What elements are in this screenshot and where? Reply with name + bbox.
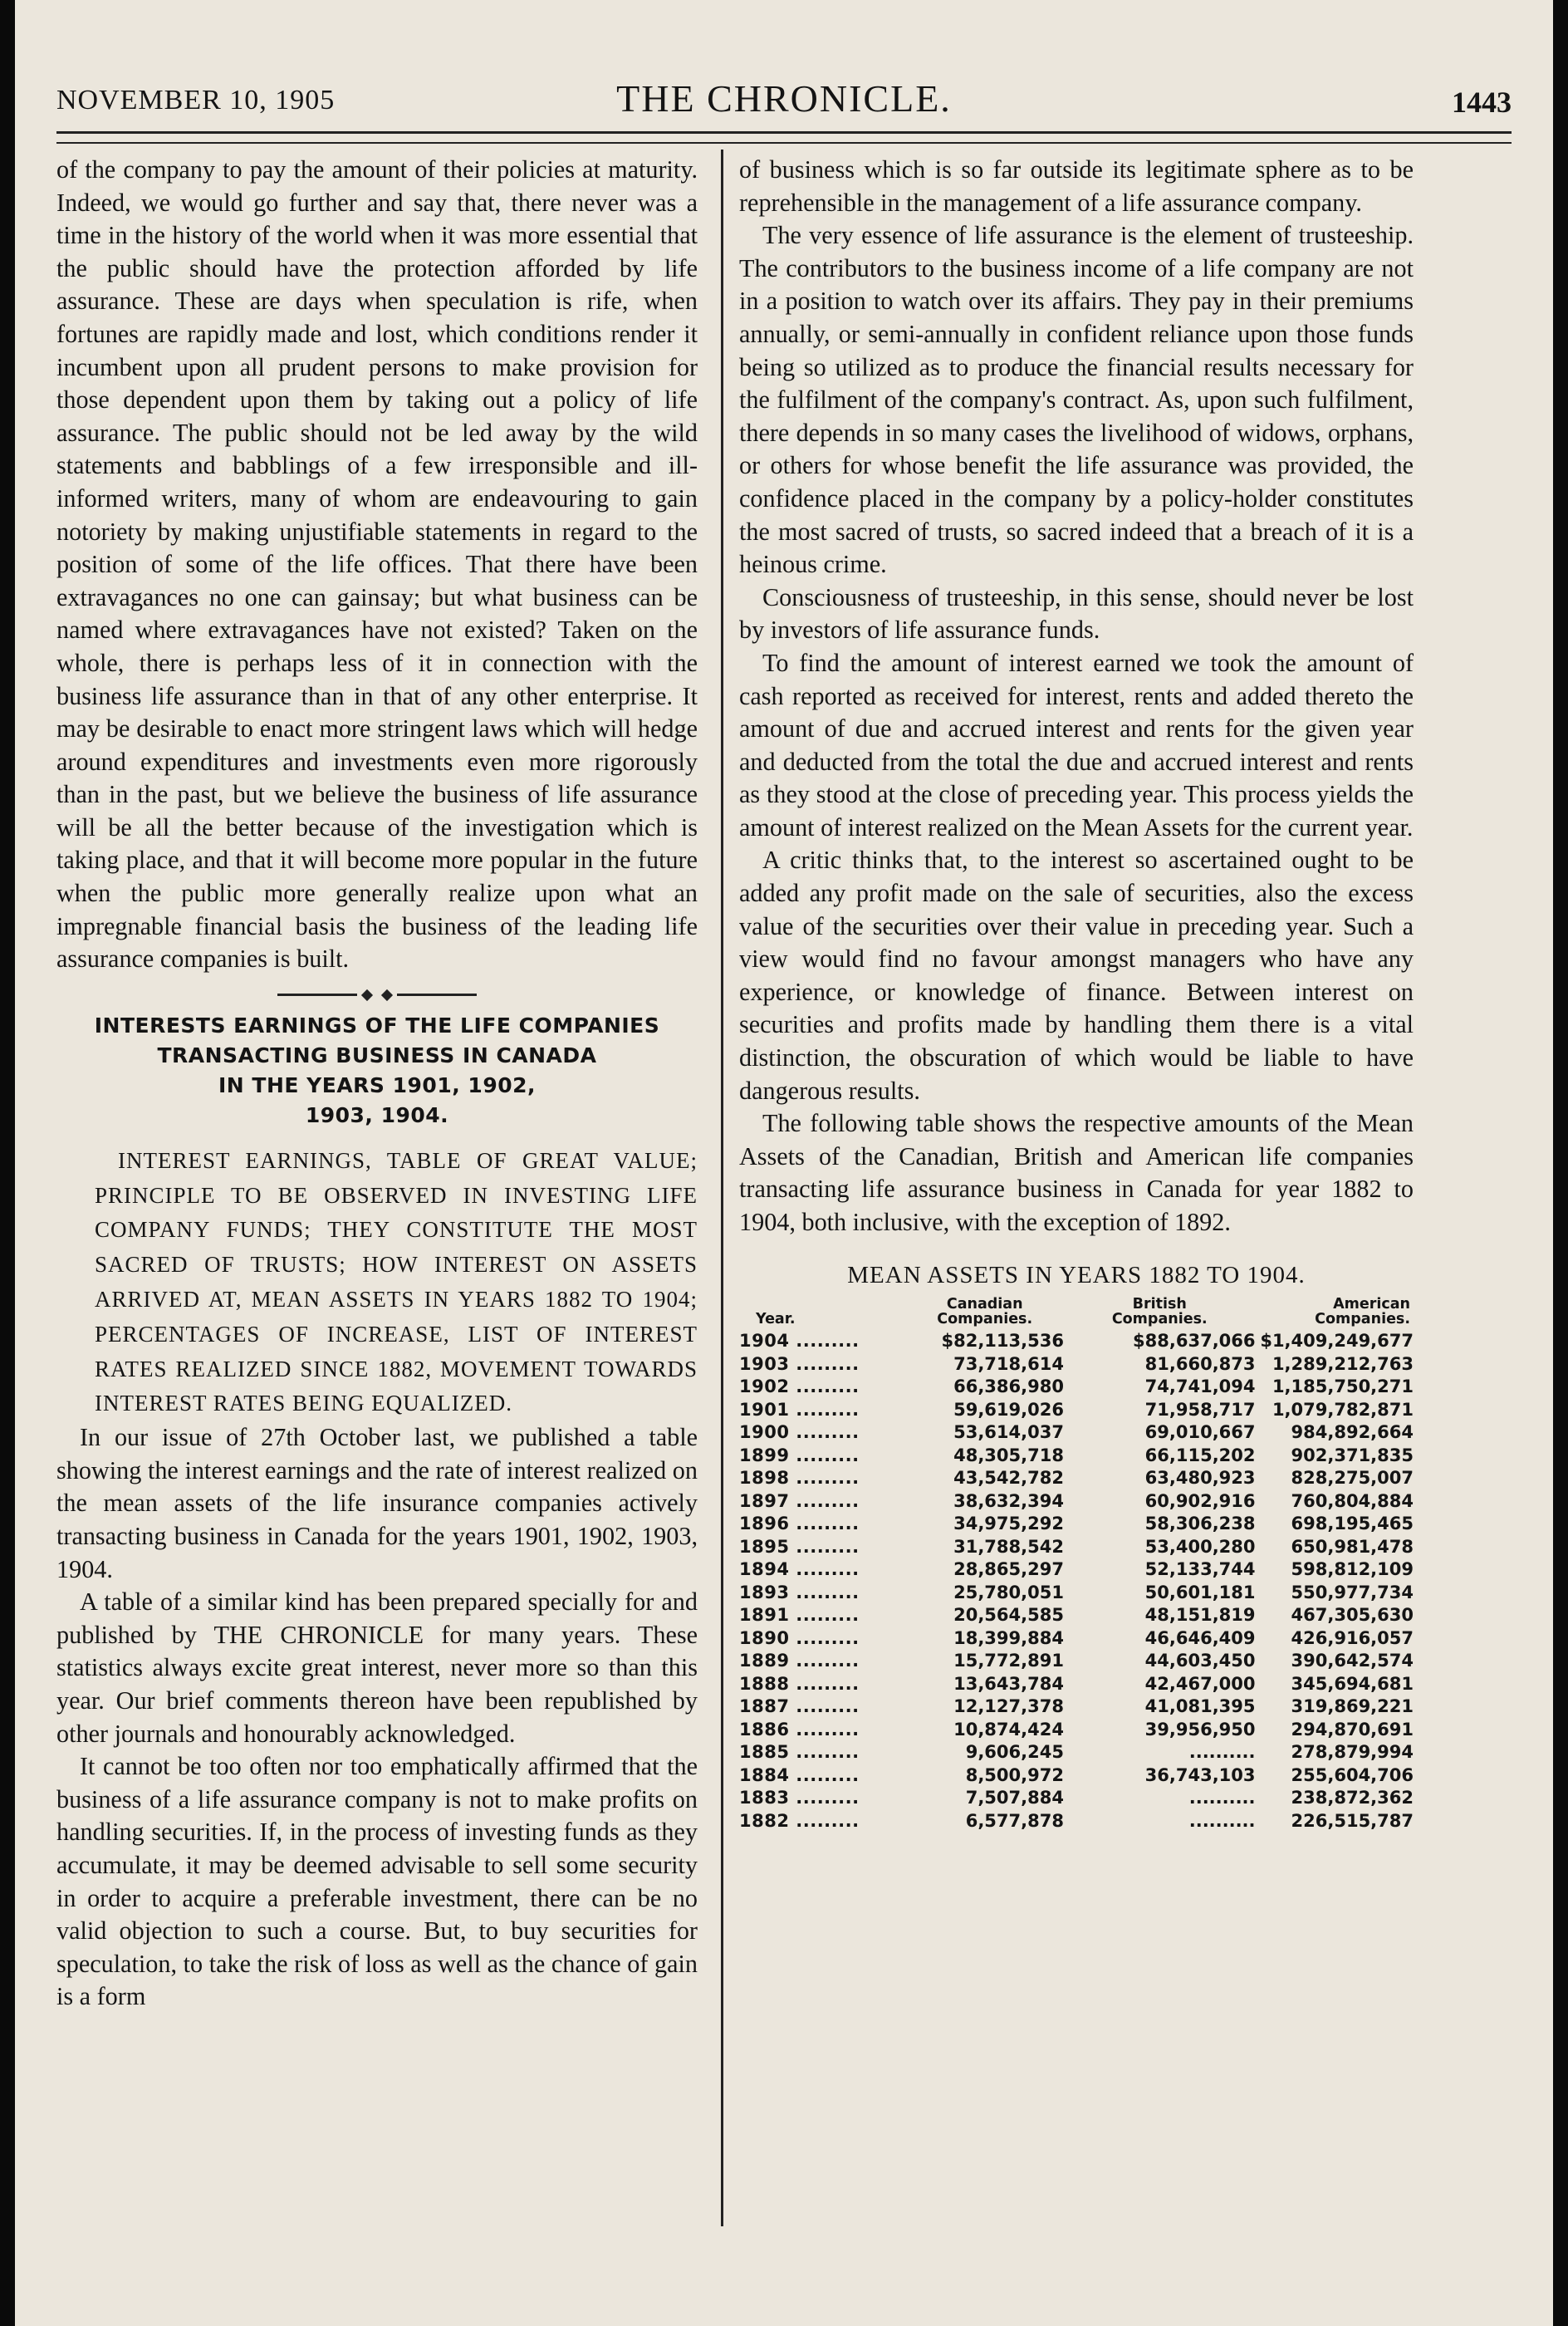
american-cell: $1,409,249,677 [1260, 1331, 1414, 1352]
table-row [739, 1787, 1414, 1810]
british-cell: 48,151,819 [1144, 1605, 1256, 1626]
year-cell: 1903 ......... [739, 1353, 860, 1374]
table-header-row [739, 1297, 1414, 1330]
article-paragraph: In our issue of 27th October last, we published a table showing the interest earnings and the rate of interest realized on the mean assets of the life insurance companies actively transacting business in Canada for the years 1901, 1902, 1903, 1904. [56, 1423, 698, 1583]
article-paragraph: A critic thinks that, to the interest so ascertained ought to be added any profit made on the sale of securities, also the excess value of the securities over their value in preceding year. Such a view would find no favour amongst managers who have any experience, or knowledge of finance. Between interest on securities and profits made by handling them there is a vital distinction, the obscuration of which would be liable to have dangerous results. [739, 846, 1414, 1105]
british-cell: 53,400,280 [1144, 1536, 1256, 1557]
canadian-cell: 15,772,891 [953, 1651, 1064, 1671]
year-cell: 1897 ......... [739, 1490, 860, 1511]
canadian-cell: 13,643,784 [953, 1673, 1064, 1694]
year-cell: 1886 ......... [739, 1719, 860, 1740]
table-row [739, 1582, 1414, 1605]
heading-line: 1903, 1904. [305, 1102, 449, 1127]
british-cell: 63,480,923 [1144, 1468, 1256, 1489]
table-row [739, 1536, 1414, 1559]
canadian-cell: 34,975,292 [953, 1514, 1064, 1534]
article-paragraph: The following table shows the respective amounts of the Mean Assets of the Canadian, British and American life companies transacting life assurance business in Canada for year 1882 to 1904, both inclusive, with the exception of 1892. [739, 1109, 1414, 1236]
year-cell: 1884 ......... [739, 1764, 860, 1785]
year-cell: 1898 ......... [739, 1468, 860, 1489]
year-cell: 1902 ......... [739, 1376, 860, 1397]
canadian-cell: 59,619,026 [953, 1399, 1064, 1420]
canadian-cell: 9,606,245 [965, 1742, 1064, 1763]
article-paragraph: Consciousness of trusteeship, in this sense, should never be lost by investors of life assurance funds. [739, 582, 1414, 645]
american-cell: 278,879,994 [1291, 1742, 1414, 1763]
year-cell: 1889 ......... [739, 1651, 860, 1671]
year-cell: 1885 ......... [739, 1742, 860, 1763]
american-cell: 650,981,478 [1291, 1536, 1414, 1557]
british-cell: 46,646,409 [1144, 1627, 1256, 1648]
american-cell: 226,515,787 [1291, 1810, 1414, 1831]
canadian-cell: $82,113,536 [941, 1331, 1064, 1352]
heading-line: TRANSACTING BUSINESS IN CANADA [157, 1043, 597, 1067]
table-body [739, 1330, 1414, 1833]
british-cell: 58,306,238 [1144, 1514, 1256, 1534]
british-cell: .......... [1188, 1810, 1256, 1831]
british-cell: 39,956,950 [1144, 1719, 1256, 1740]
year-cell: 1890 ......... [739, 1627, 860, 1648]
british-cell: $88,637,066 [1133, 1331, 1256, 1352]
table-row [739, 1764, 1414, 1788]
table-row [739, 1604, 1414, 1627]
year-cell: 1901 ......... [739, 1399, 860, 1420]
american-cell: 294,870,691 [1291, 1719, 1414, 1740]
canadian-cell: 8,500,972 [965, 1764, 1064, 1785]
table-row [739, 1445, 1414, 1468]
table-row [739, 1376, 1414, 1399]
year-cell: 1895 ......... [739, 1536, 860, 1557]
year-cell: 1904 ......... [739, 1331, 860, 1352]
table-row [739, 1627, 1414, 1651]
american-cell: 550,977,734 [1291, 1582, 1414, 1602]
canadian-cell: 10,874,424 [953, 1719, 1064, 1740]
page-number: 1443 [1452, 86, 1512, 119]
british-cell: 81,660,873 [1144, 1353, 1256, 1374]
british-cell: 69,010,667 [1144, 1422, 1256, 1443]
american-cell: 984,892,664 [1291, 1422, 1414, 1443]
british-cell: 44,603,450 [1144, 1651, 1256, 1671]
american-cell: 1,289,212,763 [1272, 1353, 1414, 1374]
british-cell: 71,958,717 [1144, 1399, 1256, 1420]
year-cell: 1896 ......... [739, 1514, 860, 1534]
table-row [739, 1421, 1414, 1445]
year-cell: 1893 ......... [739, 1582, 860, 1602]
header-date: NOVEMBER 10, 1905 [56, 85, 336, 115]
article-paragraph: The very essence of life assurance is the element of trusteeship. The contributors to the business income of a life company are not in a position to watch over its affairs. They pay in their premiums annually, or semi-annually in confident reliance upon those funds being so utilized as to produce the financial results necessary for the fulfilment of the company's contract. As, upon such fulfilment, there depends in so many cases the livelihood of widows, orphans, or others for whose benefit the life assurance was provided, the confidence placed in the company by a policy-holder constitutes the most sacred of trusts, so sacred indeed that a breach of it is a heinous crime. [739, 221, 1414, 579]
canadian-cell: 20,564,585 [953, 1605, 1064, 1626]
table-row [739, 1695, 1414, 1719]
canadian-cell: 25,780,051 [953, 1582, 1064, 1602]
canadian-cell: 7,507,884 [965, 1788, 1064, 1808]
american-cell: 598,812,109 [1291, 1559, 1414, 1580]
american-cell: 760,804,884 [1291, 1490, 1414, 1511]
canadian-cell: 73,718,614 [953, 1353, 1064, 1374]
british-cell: 60,902,916 [1144, 1490, 1256, 1511]
british-cell: 42,467,000 [1144, 1673, 1256, 1694]
american-cell: 426,916,057 [1291, 1627, 1414, 1648]
table-row [739, 1558, 1414, 1582]
american-cell: 345,694,681 [1291, 1673, 1414, 1694]
year-cell: 1894 ......... [739, 1559, 860, 1580]
article-summary: INTEREST EARNINGS, TABLE OF GREAT VALUE; PRINCIPLE TO BE OBSERVED IN INVESTING LIFE COMPANY FUNDS; THEY CONSTITUTE THE MOST SACRED OF TRUSTS; HOW INTEREST ON ASSETS ARRIVED AT, MEAN ASSETS IN YEARS 1882 TO 1904; PERCENTAGES OF INCREASE, LIST OF INTEREST RATES REALIZED SINCE 1882, MOVEMENT TOWARDS INTEREST RATES BEING EQUALIZED. [95, 1147, 698, 1416]
table-row [739, 1810, 1414, 1833]
table-row [739, 1330, 1414, 1353]
header-canadian: Canadian Companies. [937, 1296, 1033, 1328]
american-cell: 390,642,574 [1291, 1651, 1414, 1671]
canadian-cell: 53,614,037 [953, 1422, 1064, 1443]
table-row [739, 1513, 1414, 1536]
canadian-cell: 66,386,980 [953, 1376, 1064, 1397]
table-row [739, 1490, 1414, 1514]
article-paragraph: It cannot be too often nor too emphatically affirmed that the business of a life assurance company is not to make profits on handling securities. If, in the process of investing funds as they accumulate, it may be deemed advisable to sell some security in order to acquire a preferable investment, there can be no valid objection to such a course. But, to buy securities for speculation, to take the risk of loss as well as the chance of gain is a form [56, 1752, 698, 2011]
heading-line: INTERESTS EARNINGS OF THE LIFE COMPANIES [94, 1013, 660, 1038]
header-year: Year. [756, 1311, 796, 1328]
continued-paragraph: of business which is so far outside its legitimate sphere as to be reprehensible in the management of a life assurance company. [739, 155, 1414, 217]
american-cell: 1,185,750,271 [1272, 1376, 1414, 1397]
american-cell: 828,275,007 [1291, 1468, 1414, 1489]
right-column [739, 154, 1414, 1833]
table-row [739, 1467, 1414, 1490]
canadian-cell: 28,865,297 [953, 1559, 1064, 1580]
section-ornament [56, 984, 698, 1001]
american-cell: 698,195,465 [1291, 1514, 1414, 1534]
table-row [739, 1650, 1414, 1673]
header-british: British Companies. [1111, 1296, 1208, 1328]
article-paragraph: A table of a similar kind has been prepared specially for and published by THE CHRONICLE for many years. These statistics always excite great interest, never more so than this year. Our brief comments thereon have been republished by other journals and honourably acknowledged. [56, 1587, 698, 1748]
table-row [739, 1673, 1414, 1696]
year-cell: 1887 ......... [739, 1696, 860, 1717]
american-cell: 238,872,362 [1291, 1788, 1414, 1808]
year-cell: 1899 ......... [739, 1445, 860, 1465]
british-cell: 66,115,202 [1144, 1445, 1256, 1465]
american-cell: 319,869,221 [1291, 1696, 1414, 1717]
canadian-cell: 38,632,394 [953, 1490, 1064, 1511]
publication-title: THE CHRONICLE. [616, 77, 952, 120]
heading-line: IN THE YEARS 1901, 1902, [218, 1072, 537, 1097]
table-row [739, 1399, 1414, 1422]
british-cell: .......... [1188, 1742, 1256, 1763]
table-title: MEAN ASSETS IN YEARS 1882 TO 1904. [847, 1261, 1306, 1288]
american-cell: 467,305,630 [1291, 1605, 1414, 1626]
year-cell: 1891 ......... [739, 1605, 860, 1626]
canadian-cell: 31,788,542 [953, 1536, 1064, 1557]
article-heading [56, 1011, 698, 1131]
header-rule [56, 131, 1512, 144]
british-cell: 36,743,103 [1144, 1764, 1256, 1785]
american-cell: 1,079,782,871 [1272, 1399, 1414, 1420]
canadian-cell: 6,577,878 [965, 1810, 1064, 1831]
year-cell: 1888 ......... [739, 1673, 860, 1694]
mean-assets-table [739, 1297, 1414, 1833]
british-cell: 52,133,744 [1144, 1559, 1256, 1580]
header-american: American Companies. [1315, 1296, 1410, 1328]
canadian-cell: 18,399,884 [953, 1627, 1064, 1648]
table-row [739, 1353, 1414, 1376]
year-cell: 1900 ......... [739, 1422, 860, 1443]
year-cell: 1883 ......... [739, 1788, 860, 1808]
left-column [56, 154, 698, 2014]
year-cell: 1882 ......... [739, 1810, 860, 1831]
column-divider [721, 150, 723, 2226]
newspaper-page [15, 0, 1553, 2326]
table-row [739, 1741, 1414, 1764]
british-cell: 74,741,094 [1144, 1376, 1256, 1397]
american-cell: 902,371,835 [1291, 1445, 1414, 1465]
british-cell: .......... [1188, 1788, 1256, 1808]
table-row [739, 1719, 1414, 1742]
canadian-cell: 48,305,718 [953, 1445, 1064, 1465]
continued-paragraph: of the company to pay the amount of their policies at maturity. Indeed, we would go further and say that, there never was a time in the history of the world when it was more essential that the public should have the protection afforded by life assurance. These are days when speculation is rife, when fortunes are rapidly made and lost, which conditions render it incumbent upon all prudent persons to make provision for those dependent upon them by taking out a policy of life assurance. The public should not be led away by the wild statements and babblings of a few irresponsible and ill-informed writers, many of whom are endeavouring to gain notoriety by making unjustifiable statements in regard to the position of some of the life offices. That there have been extravagances no one can gainsay; but what business can be named where extravagances have not existed? Taken on the whole, there is perhaps less of it in connection with the business life assurance than in that of any other enterprise. It may be desirable to enact more stringent laws which will hedge around expenditures and investments even more rigorously than in the past, but we believe the business of life assurance will be all the better because of the investigation which is taking place, and that it will become more popular in the future when the public more generally realize upon what an impregnable financial basis the business of the leading life assurance companies is built. [56, 155, 698, 974]
british-cell: 50,601,181 [1144, 1582, 1256, 1602]
canadian-cell: 12,127,378 [953, 1696, 1064, 1717]
british-cell: 41,081,395 [1144, 1696, 1256, 1717]
article-paragraph: To find the amount of interest earned we took the amount of cash reported as received for interest, rents and added thereto the amount of due and accrued interest and rents for the given year and deducted from the total the due and accrued interest and rents as they stood at the close of preceding year. This process yields the amount of interest realized on the Mean Assets for the current year. [739, 648, 1414, 842]
page-header [56, 76, 1512, 126]
american-cell: 255,604,706 [1291, 1764, 1414, 1785]
canadian-cell: 43,542,782 [953, 1468, 1064, 1489]
